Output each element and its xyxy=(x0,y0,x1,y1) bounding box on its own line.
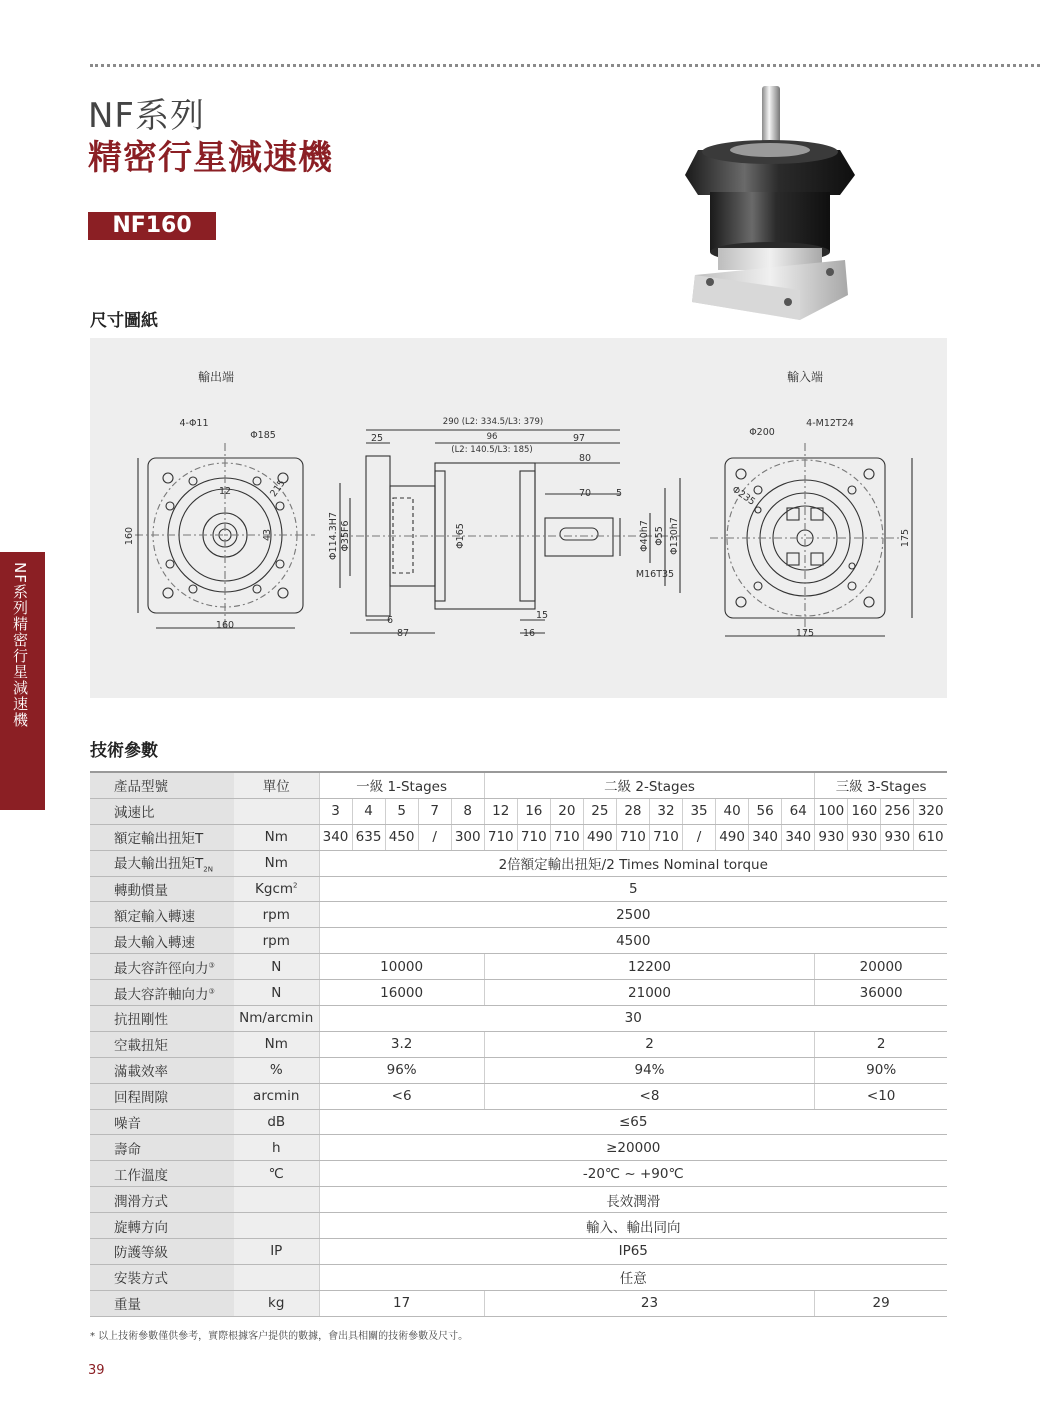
table-row xyxy=(90,1006,947,1032)
unit-cell: kg xyxy=(234,1290,319,1316)
left-height-dim: 160 xyxy=(124,526,135,546)
table-row xyxy=(90,1213,947,1239)
value-cell: 320 xyxy=(914,798,947,824)
value-cell: 2500 xyxy=(319,902,947,928)
value-cell: ≤65 xyxy=(319,1109,947,1135)
value-cell: / xyxy=(683,824,716,850)
value-cell: 490 xyxy=(716,824,749,850)
unit-cell: N xyxy=(234,980,319,1006)
value-cell: 輸入、輸出同向 xyxy=(319,1213,947,1239)
value-cell: 256 xyxy=(881,798,914,824)
side-in-pilot-dim: Φ40h7 xyxy=(639,520,650,552)
value-cell: 3 xyxy=(319,798,352,824)
row-label: 額定輸入轉速 xyxy=(90,902,234,928)
value-cell: -20℃ ~ +90℃ xyxy=(319,1161,947,1187)
left-d215-dim: 215 xyxy=(268,477,288,500)
row-label: 防護等級 xyxy=(90,1239,234,1265)
value-cell: 340 xyxy=(782,824,815,850)
value-cell: 25 xyxy=(583,798,616,824)
row-label: 抗扭剛性 xyxy=(90,1006,234,1032)
row-label: 額定輸出扭矩T xyxy=(90,824,234,850)
dotted-rule xyxy=(90,64,1040,67)
spec-table xyxy=(90,771,947,1317)
series-name: NF系列 xyxy=(88,96,205,136)
value-cell: 930 xyxy=(881,824,914,850)
unit-cell: Nm xyxy=(234,850,319,876)
side-body-sub-dim: (L2: 140.5/L3: 185) xyxy=(451,445,533,455)
unit-cell: dB xyxy=(234,1109,319,1135)
row-label: 潤滑方式 xyxy=(90,1187,234,1213)
table-row xyxy=(90,1135,947,1161)
unit-cell: 單位 xyxy=(234,772,319,798)
table-row xyxy=(90,954,947,980)
row-label xyxy=(90,1031,234,1057)
value-cell: 36000 xyxy=(815,980,947,1006)
value-cell: 16000 xyxy=(319,980,484,1006)
unit-cell: arcmin xyxy=(234,1083,319,1109)
unit-cell: % xyxy=(234,1057,319,1083)
value-cell: 96% xyxy=(319,1057,484,1083)
table-row xyxy=(90,850,947,876)
value-cell: 8 xyxy=(451,798,484,824)
value-cell: 90% xyxy=(815,1057,947,1083)
row-label: 壽命 xyxy=(90,1135,234,1161)
value-cell: 710 xyxy=(616,824,649,850)
value-cell: 二級 2-Stages xyxy=(484,772,815,798)
side-d87-dim: 87 xyxy=(396,628,410,639)
value-cell: <6 xyxy=(319,1083,484,1109)
value-cell: 任意 xyxy=(319,1264,947,1290)
row-label: 轉動慣量 xyxy=(90,876,234,902)
value-cell: 一級 1-Stages xyxy=(319,772,484,798)
value-cell: 29 xyxy=(815,1290,947,1316)
table-row xyxy=(90,928,947,954)
table-row xyxy=(90,902,947,928)
unit-cell: Nm/arcmin xyxy=(234,1006,319,1032)
dimension-drawing xyxy=(90,338,947,698)
row-label: 旋轉方向 xyxy=(90,1213,234,1239)
left-d43-dim: 43 xyxy=(262,528,273,542)
footnote: * 以上技術參數僅供參考，實際根據客户提供的數據，會出具相關的技術參數及尺寸。 xyxy=(90,1331,469,1342)
table-row xyxy=(90,1239,947,1265)
value-cell: 32 xyxy=(649,798,682,824)
value-cell: 3.2 xyxy=(319,1031,484,1057)
side-tab xyxy=(0,552,45,810)
value-cell: <8 xyxy=(484,1083,815,1109)
row-label xyxy=(90,954,234,980)
value-cell: 56 xyxy=(749,798,782,824)
backlash-label: 回程間隙 xyxy=(114,1090,168,1107)
right-width-dim: 175 xyxy=(795,628,815,639)
unit-cell xyxy=(234,876,319,902)
table-row xyxy=(90,980,947,1006)
value-cell: 30 xyxy=(319,1006,947,1032)
value-cell: 2倍額定輸出扭矩/2 Times Nominal torque xyxy=(319,850,947,876)
value-cell: 64 xyxy=(782,798,815,824)
inertia-unit: Kgcm xyxy=(255,881,294,897)
side-d15-dim: 15 xyxy=(535,610,549,621)
side-d70-dim: 70 xyxy=(578,488,592,499)
left-holes-dim: 4-Φ11 xyxy=(179,418,209,429)
side-d130-dim: Φ130h7 xyxy=(669,517,680,555)
row-label: 減速比 xyxy=(90,798,234,824)
model-badge: NF160 xyxy=(88,212,216,240)
noload-label: 空載扭矩 xyxy=(114,1038,168,1055)
side-body-dim: 96 xyxy=(486,432,498,442)
efficiency-label: 滿載效率 xyxy=(114,1064,168,1081)
row-label xyxy=(90,1057,234,1083)
row-label: 噪音 xyxy=(90,1109,234,1135)
table-row xyxy=(90,824,947,850)
unit-cell: ℃ xyxy=(234,1161,319,1187)
value-cell: 710 xyxy=(649,824,682,850)
input-end-label: 輸入端 xyxy=(786,370,824,384)
table-row xyxy=(90,1057,947,1083)
unit-cell xyxy=(234,1264,319,1290)
right-height-dim: 175 xyxy=(900,528,911,548)
value-cell: 160 xyxy=(848,798,881,824)
value-cell: 4 xyxy=(352,798,385,824)
left-pcd-dim: Φ185 xyxy=(250,430,276,441)
value-cell: 10000 xyxy=(319,954,484,980)
left-d12-dim: 12 xyxy=(218,486,232,497)
table-row xyxy=(90,1264,947,1290)
value-cell: 12 xyxy=(484,798,517,824)
table-row xyxy=(90,1109,947,1135)
unit-cell: rpm xyxy=(234,902,319,928)
value-cell: 710 xyxy=(484,824,517,850)
value-cell: IP65 xyxy=(319,1239,947,1265)
value-cell: 2 xyxy=(484,1031,815,1057)
value-cell: 20 xyxy=(550,798,583,824)
value-cell: 23 xyxy=(484,1290,815,1316)
left-width-dim: 160 xyxy=(215,620,235,631)
value-cell: 17 xyxy=(319,1290,484,1316)
unit-cell xyxy=(234,1187,319,1213)
value-cell: 930 xyxy=(815,824,848,850)
value-cell: 710 xyxy=(517,824,550,850)
value-cell: 340 xyxy=(319,824,352,850)
value-cell: 5 xyxy=(385,798,418,824)
right-circle-dim: Φ235 xyxy=(729,484,758,508)
value-cell: / xyxy=(418,824,451,850)
value-cell: <10 xyxy=(815,1083,947,1109)
side-d55-dim: Φ55 xyxy=(654,526,665,546)
gearbox-product-image xyxy=(680,80,870,330)
side-d97-dim: 97 xyxy=(572,433,586,444)
value-cell: 100 xyxy=(815,798,848,824)
value-cell: 7 xyxy=(418,798,451,824)
side-thread-dim: M16T35 xyxy=(635,569,675,580)
side-d16-dim: 16 xyxy=(522,628,536,639)
row-label: 工作溫度 xyxy=(90,1161,234,1187)
spec-section-title: 技術參數 xyxy=(90,741,158,761)
unit-cell: IP xyxy=(234,1239,319,1265)
radial-sup: ③ xyxy=(208,961,215,970)
value-cell: 610 xyxy=(914,824,947,850)
value-cell: 450 xyxy=(385,824,418,850)
value-cell: 340 xyxy=(749,824,782,850)
max-torque-sub: 2N xyxy=(203,865,213,874)
right-pcd-dim: Φ200 xyxy=(749,427,775,438)
value-cell: 930 xyxy=(848,824,881,850)
value-cell: 16 xyxy=(517,798,550,824)
value-cell: 12200 xyxy=(484,954,815,980)
axial-label: 最大容許軸向力 xyxy=(114,986,209,1003)
table-row xyxy=(90,1031,947,1057)
drawing-section-title: 尺寸圖紙 xyxy=(90,311,158,331)
side-d6-dim: 6 xyxy=(386,615,394,626)
value-cell: 28 xyxy=(616,798,649,824)
unit-cell: N xyxy=(234,954,319,980)
side-body-dia-dim: Φ165 xyxy=(455,523,466,549)
page-number: 39 xyxy=(88,1363,105,1378)
unit-cell: rpm xyxy=(234,928,319,954)
table-row xyxy=(90,1290,947,1316)
max-torque-label: 最大輸出扭矩T xyxy=(114,856,204,873)
inertia-unit-sup: 2 xyxy=(293,881,298,890)
table-row xyxy=(90,1083,947,1109)
side-tab-label: NF系列精密行星減速機 xyxy=(11,562,29,728)
value-cell: 710 xyxy=(550,824,583,850)
value-cell: 490 xyxy=(583,824,616,850)
row-label xyxy=(90,850,234,876)
row-label: 最大輸入轉速 xyxy=(90,928,234,954)
value-cell: 4500 xyxy=(319,928,947,954)
row-label: 安裝方式 xyxy=(90,1264,234,1290)
value-cell: 35 xyxy=(683,798,716,824)
row-label xyxy=(90,980,234,1006)
side-d5-dim: 5 xyxy=(615,488,623,499)
table-row xyxy=(90,772,947,798)
value-cell: 20000 xyxy=(815,954,947,980)
value-cell: 635 xyxy=(352,824,385,850)
side-pilot-dim: Φ114.3H7 xyxy=(328,512,339,560)
value-cell: 40 xyxy=(716,798,749,824)
unit-cell xyxy=(234,798,319,824)
value-cell: 300 xyxy=(451,824,484,850)
unit-cell: h xyxy=(234,1135,319,1161)
right-holes-dim: 4-M12T24 xyxy=(806,418,854,429)
value-cell: 三級 3-Stages xyxy=(815,772,947,798)
radial-label: 最大容許徑向力 xyxy=(114,960,209,977)
output-end-label: 輸出端 xyxy=(197,370,235,384)
value-cell: 5 xyxy=(319,876,947,902)
table-row xyxy=(90,876,947,902)
axial-sup: ③ xyxy=(208,987,215,996)
unit-cell: Nm xyxy=(234,1031,319,1057)
side-d25-dim: 25 xyxy=(370,433,384,444)
weight-label: 重量 xyxy=(114,1297,141,1314)
value-cell: 2 xyxy=(815,1031,947,1057)
table-row xyxy=(90,1161,947,1187)
side-shaft-dim: Φ35F6 xyxy=(340,520,351,552)
side-d80-dim: 80 xyxy=(578,453,592,464)
table-row xyxy=(90,798,947,824)
side-total-dim: 290 (L2: 334.5/L3: 379) xyxy=(442,417,544,427)
value-cell: 長效潤滑 xyxy=(319,1187,947,1213)
value-cell: 94% xyxy=(484,1057,815,1083)
row-label: 產品型號 xyxy=(90,772,234,798)
unit-cell: Nm xyxy=(234,824,319,850)
value-cell: ≥20000 xyxy=(319,1135,947,1161)
table-row xyxy=(90,1187,947,1213)
unit-cell xyxy=(234,1213,319,1239)
row-label xyxy=(90,1083,234,1109)
value-cell: 21000 xyxy=(484,980,815,1006)
page-title: 精密行星減速機 xyxy=(88,138,333,178)
row-label xyxy=(90,1290,234,1316)
